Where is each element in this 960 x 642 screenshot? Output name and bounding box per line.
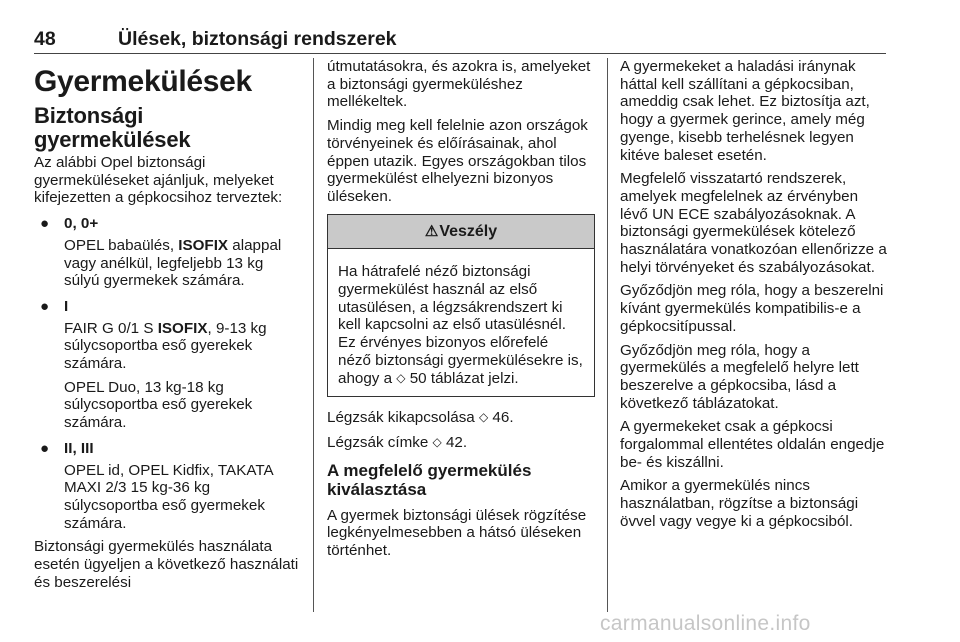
bullet-description: FAIR G 0/1 S ISOFIX, 9-13 kg súlycsoportba eső gyerekek számára. — [64, 319, 267, 373]
subsection-title: Biztonsági gyermekülések — [34, 103, 191, 152]
danger-title: Veszély — [439, 222, 498, 240]
column-divider-1 — [313, 58, 314, 612]
bullet-dot-icon: ● — [40, 215, 50, 233]
arrow-reference-icon: ◇ — [396, 370, 406, 385]
paragraph: Győződjön meg róla, hogy a beszerelni kívánt gyermekülés kompatibilis-e a gépkocsitípussal. — [620, 282, 884, 335]
column-1 — [34, 58, 302, 597]
paragraph: Mindig meg kell felelnie azon országok törvényeinek és előírásainak, ahol éppen utazik. Egyes országokban tilos gyermekülést elhelyezni bizonyos üléseken. — [327, 117, 588, 205]
bullet-label: I — [64, 297, 69, 315]
bullet-description: OPEL Duo, 13 kg-18 kg súlycsoportba eső gyerekek számára. — [64, 378, 253, 432]
bullet-dot-icon: ● — [40, 297, 50, 315]
paragraph: útmutatásokra, és azokra is, amelyeket a biztonsági gyermeküléshez mellékeltek. — [327, 58, 591, 111]
bullet-description: OPEL id, OPEL Kidfix, TAKATA MAXI 2/3 15 kg-36 kg súlycsoportba eső gyermekek számára. — [64, 461, 273, 532]
column-divider-2 — [607, 58, 608, 612]
arrow-reference-icon: ◇ — [432, 434, 442, 449]
page-header — [34, 28, 886, 54]
column-2 — [327, 58, 595, 566]
cross-reference[interactable]: Légzsák kikapcsolása ◇ 46. — [327, 409, 514, 427]
column-3 — [620, 58, 888, 537]
watermark: carmanualsonline.info — [600, 612, 811, 635]
warning-triangle-icon: ⚠ — [424, 222, 439, 240]
danger-header — [328, 215, 594, 250]
outro-paragraph: Biztonsági gyermekülés használata esetén ügyeljen a következő használati és beszerelési — [34, 538, 299, 591]
bullet-label: 0, 0+ — [64, 215, 99, 233]
danger-text: Ha hátrafelé néző biztonsági gyermekülést használ az első utasülésen, a légzsákrendszert ki kell kapcsolni az első utasülésnél. Ez érvényes bizonyos előrefelé néző biztonsági gyermekülésekre is, ahogy a ◇ 50 táblázat jelzi. — [338, 263, 583, 387]
bullet-item — [34, 440, 302, 458]
paragraph: Győződjön meg róla, hogy a gyermekülés a megfelelő helyre lett beszerelve a gépkocsiba, lásd a következő táblázatokat. — [620, 341, 859, 412]
chapter-title: Ülések, biztonsági rendszerek — [118, 28, 397, 50]
bullet-dot-icon: ● — [40, 439, 50, 457]
page-number: 48 — [34, 28, 56, 50]
arrow-reference-icon: ◇ — [478, 410, 489, 425]
bullet-label: II, III — [64, 439, 94, 457]
bullet-item — [34, 215, 302, 233]
paragraph: A gyermek biztonsági ülések rögzítése legkényelmesebben a hátsó üléseken történhet. — [327, 506, 587, 560]
paragraph: Megfelelő visszatartó rendszerek, amelyek megfelelnek az érvényben lévő UN ECE szabályozásoknak. A biztonsági gyermekülések kötelező használatára vonatkozóan ellenőrizze a helyi törvényeket és szabályozásokat. — [620, 170, 887, 276]
cross-reference[interactable]: Légzsák címke ◇ 42. — [327, 433, 468, 451]
paragraph: A gyermekeket csak a gépkocsi forgalommal ellentétes oldalán engedje be- és kiszállni. — [620, 418, 885, 471]
paragraph: Amikor a gyermekülés nincs használatban, rögzítse a biztonsági övvel vagy vegye ki a gépkocsiból. — [620, 477, 859, 530]
intro-paragraph: Az alábbi Opel biztonsági gyermeküléseket ajánljuk, melyeket kifejezetten a gépkocsihoz terveztek: — [34, 154, 283, 207]
bullet-description: OPEL babaülés, ISOFIX alappal vagy anélkül, legfeljebb 13 kg súlyú gyermekek számára. — [64, 236, 282, 290]
section-title: Gyermekülések — [34, 65, 252, 98]
paragraph: A gyermekeket a haladási iránynak háttal kell szállítani a gépkocsiban, ameddig csak lehet. Ez biztosítja azt, hogy a gyermek gerince, amely még gyenge, kisebb terhelésnek legyen kitéve baleset esetén. — [620, 58, 870, 164]
danger-box — [327, 214, 595, 398]
header-rule — [34, 53, 886, 54]
subheading: A megfelelő gyermekülés kiválasztása — [327, 460, 532, 499]
bullet-item — [34, 298, 302, 316]
